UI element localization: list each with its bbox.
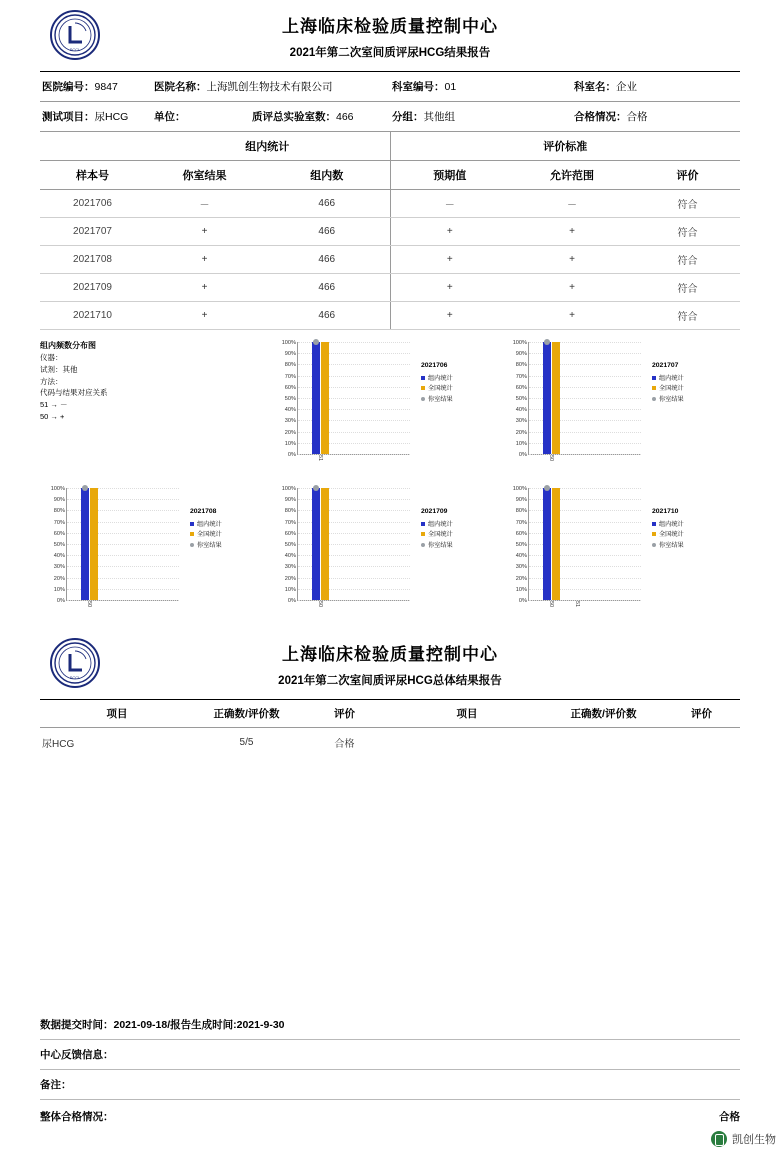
legend-label-national: 全国统计 — [659, 531, 684, 539]
pass-status-label: 合格情况： — [574, 111, 627, 123]
ytick: 10% — [284, 586, 296, 593]
chart-legend — [652, 506, 684, 551]
legend-label-yours: 你室结果 — [428, 395, 453, 403]
report-header — [0, 0, 780, 68]
chart-plot — [281, 340, 410, 461]
ytick: 40% — [515, 407, 527, 414]
cell-sample: 2021709 — [40, 274, 145, 302]
chart-plot — [512, 486, 641, 607]
remark-line: 备注： — [40, 1070, 740, 1100]
legend-swatch-group — [652, 522, 656, 526]
ytick: 100% — [50, 486, 65, 492]
cell-allowed: + — [509, 218, 635, 246]
ytick: 0% — [518, 598, 527, 604]
chart-title: 2021710 — [652, 508, 679, 515]
chart-2021709 — [271, 482, 502, 620]
col-group-count: 组内数 — [264, 161, 390, 190]
chart-legend — [421, 360, 453, 405]
bar-group-stat — [543, 488, 551, 600]
ytick: 100% — [512, 486, 527, 492]
overall-result-label: 整体合格情况： — [40, 1111, 114, 1123]
notes-title: 组内频数分布图 — [40, 341, 96, 350]
footer-block — [40, 1010, 740, 1131]
ytick: 60% — [53, 530, 65, 537]
page-title: 上海临床检验质量控制中心 — [282, 17, 498, 36]
ytick: 10% — [515, 440, 527, 447]
legend-swatch-yours — [421, 397, 425, 401]
group-label: 分组： — [392, 111, 424, 123]
ytick: 0% — [518, 452, 527, 458]
legend-label-national: 全国统计 — [659, 385, 684, 393]
dept-code-value: 01 — [444, 81, 457, 93]
sum-col-eval: 评价 — [299, 700, 390, 728]
table-row — [40, 302, 740, 330]
ytick: 30% — [515, 564, 527, 571]
bar-national-stat — [321, 488, 329, 600]
bar-national-stat — [552, 342, 560, 454]
chart-title: 2021707 — [652, 362, 679, 369]
ytick: 60% — [284, 530, 296, 537]
sum-col-eval-2: 评价 — [663, 700, 740, 728]
ytick: 40% — [284, 553, 296, 560]
legend-swatch-yours — [652, 397, 656, 401]
cell-allowed: + — [509, 302, 635, 330]
legend-label-yours: 你室结果 — [197, 541, 222, 549]
notes-reagent: 试剂：其他 — [40, 365, 78, 375]
cell-expected: － — [390, 190, 509, 218]
legend-swatch-national — [421, 386, 425, 390]
ytick: 70% — [53, 519, 65, 526]
legend-swatch-national — [652, 386, 656, 390]
cell-sample: 2021707 — [40, 218, 145, 246]
marker-your-result — [313, 339, 319, 345]
cell-your-result: + — [145, 218, 264, 246]
cell-allowed: － — [509, 190, 635, 218]
cell-evaluation: 符合 — [635, 274, 740, 302]
legend-swatch-yours — [421, 543, 425, 547]
ytick: 50% — [53, 542, 65, 548]
svg-text:SCCL: SCCL — [69, 47, 81, 52]
marker-your-result — [544, 339, 550, 345]
cell-allowed: + — [509, 274, 635, 302]
legend-swatch-group — [652, 376, 656, 380]
hospital-code-value: 9847 — [94, 81, 118, 93]
table-row — [40, 274, 740, 302]
col-evaluation: 评价 — [635, 161, 740, 190]
ytick: 20% — [284, 575, 296, 582]
bar-group-stat — [312, 488, 320, 600]
hospital-code-label: 医院编号： — [42, 81, 95, 93]
marker-your-result — [313, 485, 319, 491]
bar-national-stat — [552, 488, 560, 600]
cell-expected: + — [390, 302, 509, 330]
chart-plot — [281, 486, 410, 607]
ytick: 20% — [53, 575, 65, 582]
ytick: 100% — [281, 340, 296, 346]
ytick: 20% — [284, 429, 296, 436]
ytick: 90% — [284, 497, 296, 504]
table-row — [40, 190, 740, 218]
ytick: 80% — [284, 362, 296, 369]
cell-your-result: － — [145, 190, 264, 218]
overall-result-line — [40, 1100, 740, 1131]
org-logo-icon — [50, 10, 100, 60]
chart-xtick: 50 — [548, 601, 554, 607]
cell-group-count: 466 — [264, 302, 390, 330]
hospital-name-value: 上海凯创生物技术有限公司 — [206, 81, 333, 93]
legend-swatch-national — [421, 532, 425, 536]
center-feedback-line: 中心反馈信息： — [40, 1040, 740, 1070]
cell-group-count: 466 — [264, 246, 390, 274]
legend-label-group: 组内统计 — [659, 374, 684, 382]
ytick: 80% — [284, 508, 296, 515]
watermark-logo-icon — [711, 1131, 727, 1147]
ytick: 80% — [515, 508, 527, 515]
chart-row-2 — [40, 482, 740, 620]
dept-name-label: 科室名： — [574, 81, 616, 93]
ytick: 90% — [515, 351, 527, 358]
legend-label-national: 全国统计 — [428, 385, 453, 393]
results-table — [40, 132, 740, 330]
cell-expected: + — [390, 274, 509, 302]
watermark-label: 凯创生物 — [732, 1134, 776, 1146]
table-group-header-row — [40, 132, 740, 161]
bar-group-stat — [312, 342, 320, 454]
sum-col-score-2: 正确数/评价数 — [544, 700, 663, 728]
ytick: 70% — [284, 519, 296, 526]
legend-label-yours: 你室结果 — [659, 541, 684, 549]
ytick: 90% — [515, 497, 527, 504]
col-allowed: 允许范围 — [509, 161, 635, 190]
bar-national-stat — [321, 342, 329, 454]
chart-xtick: 50 — [86, 601, 92, 607]
ytick: 60% — [284, 384, 296, 391]
ytick: 40% — [284, 407, 296, 414]
table-row — [40, 246, 740, 274]
bar-national-stat — [90, 488, 98, 600]
ytick: 70% — [515, 519, 527, 526]
group-header-criteria: 评价标准 — [390, 132, 740, 161]
notes-code-51: 51 → － — [40, 399, 68, 409]
legend-swatch-group — [190, 522, 194, 526]
notes-block — [40, 336, 271, 478]
summary-header-row — [40, 700, 740, 728]
svg-text:SCCL: SCCL — [69, 675, 81, 680]
notes-code-mapping-title: 代码与结果对应关系 — [40, 388, 108, 398]
chart-xtick: 50 — [317, 601, 323, 607]
ytick: 100% — [512, 340, 527, 346]
notes-method: 方法： — [40, 376, 63, 386]
legend-swatch-group — [421, 376, 425, 380]
summary-page-subtitle: 2021年第二次室间质评尿HCG总体结果报告 — [278, 675, 502, 687]
ytick: 40% — [53, 553, 65, 560]
chart-xtick: 50 — [548, 455, 554, 461]
ytick: 0% — [287, 452, 296, 458]
cell-sample: 2021708 — [40, 246, 145, 274]
cell-sample: 2021710 — [40, 302, 145, 330]
page-subtitle: 2021年第二次室间质评尿HCG结果报告 — [289, 47, 491, 59]
info-table-2 — [40, 102, 740, 132]
chart-2021707 — [502, 336, 733, 474]
ytick: 50% — [515, 542, 527, 548]
legend-swatch-group — [421, 522, 425, 526]
sum-cell-eval-2 — [663, 728, 740, 758]
cell-expected: + — [390, 246, 509, 274]
ytick: 20% — [515, 429, 527, 436]
sum-cell-eval: 合格 — [334, 739, 355, 750]
ytick: 30% — [284, 564, 296, 571]
ytick: 100% — [281, 486, 296, 492]
chart-legend — [190, 506, 222, 551]
org-logo-icon-2 — [50, 638, 100, 688]
sum-cell-score-2 — [544, 728, 663, 758]
dept-code-label: 科室编号： — [392, 81, 445, 93]
summary-table — [40, 700, 740, 757]
legend-swatch-yours — [652, 543, 656, 547]
legend-label-group: 组内统计 — [428, 520, 453, 528]
notes-code-50: 50 → + — [40, 411, 65, 421]
table-column-header-row — [40, 161, 740, 190]
cell-your-result: + — [145, 274, 264, 302]
ytick: 60% — [515, 530, 527, 537]
cell-your-result: + — [145, 246, 264, 274]
total-labs-value: 466 — [336, 111, 354, 123]
ytick: 40% — [515, 553, 527, 560]
chart-2021710 — [502, 482, 733, 620]
unit-label: 单位： — [154, 111, 186, 123]
cell-evaluation: 符合 — [635, 246, 740, 274]
ytick: 30% — [515, 418, 527, 425]
legend-label-group: 组内统计 — [659, 520, 684, 528]
ytick: 10% — [515, 586, 527, 593]
test-item-label: 测试项目： — [42, 111, 95, 123]
col-sample: 样本号 — [40, 161, 145, 190]
pass-status-value: 合格 — [626, 111, 648, 123]
total-labs-label: 质评总实验室数： — [252, 111, 336, 123]
ytick: 50% — [515, 396, 527, 402]
ytick: 0% — [56, 598, 65, 604]
legend-swatch-national — [190, 532, 194, 536]
ytick: 80% — [53, 508, 65, 515]
test-item-value: 尿HCG — [94, 111, 129, 123]
cell-your-result: + — [145, 302, 264, 330]
legend-label-group: 组内统计 — [197, 520, 222, 528]
legend-label-national: 全国统计 — [428, 531, 453, 539]
ytick: 30% — [284, 418, 296, 425]
cell-evaluation: 符合 — [635, 218, 740, 246]
charts-area — [40, 336, 740, 620]
group-value: 其他组 — [423, 111, 455, 123]
chart-title: 2021709 — [421, 508, 448, 515]
table-row — [40, 218, 740, 246]
summary-header — [0, 628, 780, 696]
ytick: 80% — [515, 362, 527, 369]
legend-swatch-national — [652, 532, 656, 536]
submit-time-line: 数据提交时间：2021-09-18/报告生成时间:2021-9-30 — [40, 1010, 740, 1040]
cell-evaluation: 符合 — [635, 302, 740, 330]
ytick: 10% — [53, 586, 65, 593]
cell-sample: 2021706 — [40, 190, 145, 218]
legend-label-yours: 你室结果 — [428, 541, 453, 549]
sum-cell-item-2 — [390, 728, 544, 758]
marker-your-result — [544, 485, 550, 491]
legend-label-group: 组内统计 — [428, 374, 453, 382]
chart-legend — [421, 506, 453, 551]
col-expected: 预期值 — [390, 161, 509, 190]
sum-col-score: 正确数/评价数 — [194, 700, 299, 728]
sum-cell-item: 尿HCG — [42, 739, 75, 750]
chart-plot — [512, 340, 641, 461]
summary-row — [40, 728, 740, 758]
notes-instrument: 仪器： — [40, 353, 63, 363]
sum-col-item-2: 项目 — [390, 700, 544, 728]
chart-2021706 — [271, 336, 502, 474]
ytick: 60% — [515, 384, 527, 391]
cell-allowed: + — [509, 246, 635, 274]
info-row-1 — [40, 72, 740, 102]
summary-page-title: 上海临床检验质量控制中心 — [282, 645, 498, 664]
sum-col-item: 项目 — [40, 700, 194, 728]
bar-group-stat — [543, 342, 551, 454]
chart-xtick: 51 — [317, 455, 323, 461]
col-your-result: 你室结果 — [145, 161, 264, 190]
chart-legend — [652, 360, 684, 405]
legend-label-national: 全国统计 — [197, 531, 222, 539]
legend-label-yours: 你室结果 — [659, 395, 684, 403]
info-row-2 — [40, 102, 740, 132]
group-header-intra: 组内统计 — [145, 132, 390, 161]
cell-group-count: 466 — [264, 274, 390, 302]
ytick: 50% — [284, 396, 296, 402]
chart-plot — [50, 486, 179, 607]
cell-group-count: 466 — [264, 218, 390, 246]
marker-your-result — [82, 485, 88, 491]
chart-title: 2021708 — [190, 508, 217, 515]
info-table — [40, 72, 740, 102]
ytick: 70% — [515, 373, 527, 380]
chart-xtick: 51 — [574, 601, 580, 607]
bar-group-stat — [81, 488, 89, 600]
legend-swatch-yours — [190, 543, 194, 547]
ytick: 90% — [53, 497, 65, 504]
chart-title: 2021706 — [421, 362, 448, 369]
chart-row-1 — [40, 336, 740, 478]
hospital-name-label: 医院名称： — [154, 81, 207, 93]
sum-cell-score: 5/5 — [239, 737, 254, 748]
dept-name-value: 企业 — [616, 81, 637, 93]
ytick: 10% — [284, 440, 296, 447]
ytick: 0% — [287, 598, 296, 604]
cell-expected: + — [390, 218, 509, 246]
ytick: 50% — [284, 542, 296, 548]
watermark — [711, 1131, 776, 1147]
ytick: 30% — [53, 564, 65, 571]
cell-evaluation: 符合 — [635, 190, 740, 218]
overall-result-value: 合格 — [719, 1111, 740, 1123]
ytick: 20% — [515, 575, 527, 582]
ytick: 90% — [284, 351, 296, 358]
cell-group-count: 466 — [264, 190, 390, 218]
ytick: 70% — [284, 373, 296, 380]
chart-2021708 — [40, 482, 271, 620]
